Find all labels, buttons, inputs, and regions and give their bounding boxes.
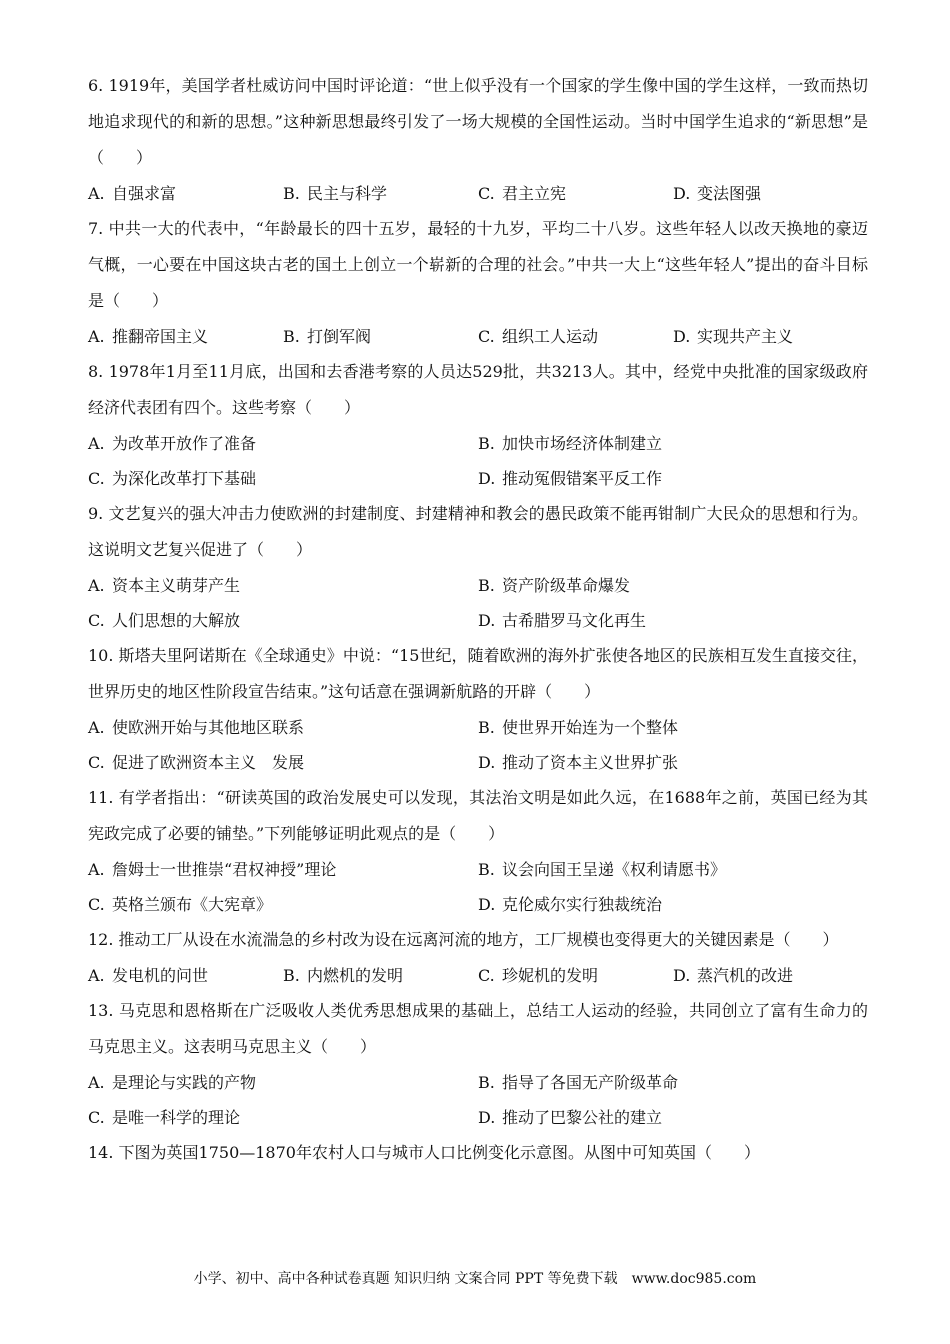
option-text: 打倒军阀 — [307, 327, 372, 346]
option-letter: D. — [673, 966, 691, 985]
option-letter: C. — [88, 1108, 105, 1127]
option-text: 人们思想的大解放 — [112, 611, 241, 630]
option-text: 克伦威尔实行独裁统治 — [502, 895, 663, 914]
answer-option — [88, 461, 478, 496]
answer-option — [478, 745, 868, 780]
answer-option — [88, 319, 283, 354]
answer-option — [283, 958, 478, 993]
option-letter: C. — [88, 895, 105, 914]
option-letter: A. — [88, 576, 105, 595]
option-letter: D. — [478, 469, 496, 488]
option-text: 古希腊罗马文化再生 — [502, 611, 647, 630]
answer-option — [88, 426, 478, 461]
option-letter: B. — [478, 434, 495, 453]
option-text: 使世界开始连为一个整体 — [502, 718, 679, 737]
question-stem: 12. 推动工厂从设在水流湍急的乡村改为设在远离河流的地方，工厂规模也变得更大的关键因素是（ ） — [88, 930, 839, 949]
option-letter: B. — [283, 184, 300, 203]
answer-option — [478, 319, 673, 354]
answer-options — [88, 710, 868, 780]
answer-option — [478, 887, 868, 922]
option-text: 推动冤假错案平反工作 — [502, 469, 663, 488]
option-letter: B. — [478, 1073, 495, 1092]
answer-option — [478, 852, 868, 887]
option-text: 议会向国王呈递《权利请愿书》 — [502, 860, 727, 879]
option-letter: C. — [478, 184, 495, 203]
question-stem: 8. 1978年1月至11月底，出国和去香港考察的人员达529批，共3213人。其中，经党中央批准的国家级政府经济代表团有四个。这些考察（ ） — [88, 362, 868, 417]
option-letter: D. — [478, 895, 496, 914]
option-text: 使欧洲开始与其他地区联系 — [112, 718, 305, 737]
option-letter: B. — [283, 966, 300, 985]
option-letter: B. — [283, 327, 300, 346]
answer-option — [673, 319, 868, 354]
option-text: 资产阶级革命爆发 — [502, 576, 631, 595]
question-block — [88, 993, 868, 1135]
option-letter: A. — [88, 434, 105, 453]
option-text: 内燃机的发明 — [307, 966, 404, 985]
option-letter: B. — [478, 576, 495, 595]
answer-option — [478, 176, 673, 211]
option-text: 珍妮机的发明 — [502, 966, 599, 985]
option-text: 变法图强 — [697, 184, 762, 203]
answer-option — [88, 603, 478, 638]
question-stem: 9. 文艺复兴的强大冲击力使欧洲的封建制度、封建精神和教会的愚民政策不能再钳制广大民众的思想和行为。这说明文艺复兴促进了（ ） — [88, 504, 868, 559]
option-letter: C. — [88, 469, 105, 488]
option-text: 英格兰颁布《大宪章》 — [112, 895, 273, 914]
answer-option — [478, 1100, 868, 1135]
answer-options — [88, 319, 868, 354]
answer-option — [478, 568, 868, 603]
answer-option — [88, 852, 478, 887]
answer-option — [478, 603, 868, 638]
option-text: 资本主义萌芽产生 — [112, 576, 241, 595]
option-text: 为深化改革打下基础 — [112, 469, 257, 488]
question-block — [88, 496, 868, 638]
answer-options — [88, 958, 868, 993]
option-letter: C. — [478, 966, 495, 985]
option-letter: A. — [88, 1073, 105, 1092]
option-letter: A. — [88, 184, 105, 203]
option-letter: C. — [88, 753, 105, 772]
option-text: 民主与科学 — [307, 184, 388, 203]
option-text: 推动了巴黎公社的建立 — [502, 1108, 663, 1127]
option-letter: C. — [478, 327, 495, 346]
question-stem: 14. 下图为英国1750—1870年农村人口与城市人口比例变化示意图。从图中可知英国（ ） — [88, 1143, 760, 1162]
question-stem: 10. 斯塔夫里阿诺斯在《全球通史》中说：“15世纪，随着欧洲的海外扩张使各地区的民族相互发生直接交往，世界历史的地区性阶段宣告结束。”这句话意在强调新航路的开辟（ ） — [88, 646, 868, 701]
answer-option — [88, 958, 283, 993]
question-block — [88, 68, 868, 211]
question-block — [88, 922, 868, 993]
option-letter: B. — [478, 718, 495, 737]
option-text: 发电机的问世 — [112, 966, 209, 985]
answer-option — [88, 176, 283, 211]
answer-options — [88, 176, 868, 211]
question-block — [88, 211, 868, 354]
question-block — [88, 780, 868, 922]
answer-option — [88, 568, 478, 603]
question-stem: 6. 1919年，美国学者杜威访问中国时评论道：“世上似乎没有一个国家的学生像中国的学生这样，一致而热切地追求现代的和新的思想。”这种新思想最终引发了一场大规模的全国性运动。当时中国学生追求的“新思想”是（ ） — [88, 76, 868, 167]
option-letter: A. — [88, 860, 105, 879]
option-text: 促进了欧洲资本主义 发展 — [112, 753, 305, 772]
option-text: 推动了资本主义世界扩张 — [502, 753, 679, 772]
option-text: 为改革开放作了准备 — [112, 434, 257, 453]
option-letter: B. — [478, 860, 495, 879]
question-stem: 11. 有学者指出：“研读英国的政治发展史可以发现，其法治文明是如此久远，在1688年之前，英国已经为其宪政完成了必要的铺垫。”下列能够证明此观点的是（ ） — [88, 788, 868, 843]
answer-option — [478, 1065, 868, 1100]
option-text: 自强求富 — [112, 184, 177, 203]
option-text: 指导了各国无产阶级革命 — [502, 1073, 679, 1092]
option-text: 推翻帝国主义 — [112, 327, 209, 346]
answer-options — [88, 568, 868, 638]
option-text: 实现共产主义 — [697, 327, 794, 346]
option-text: 组织工人运动 — [502, 327, 599, 346]
answer-option — [478, 461, 868, 496]
answer-option — [88, 1100, 478, 1135]
option-text: 君主立宪 — [502, 184, 567, 203]
answer-option — [673, 176, 868, 211]
option-letter: A. — [88, 327, 105, 346]
question-block — [88, 638, 868, 780]
option-letter: D. — [478, 611, 496, 630]
answer-option — [283, 319, 478, 354]
answer-option — [478, 426, 868, 461]
question-block — [88, 354, 868, 496]
option-letter: A. — [88, 718, 105, 737]
option-text: 是理论与实践的产物 — [112, 1073, 257, 1092]
answer-option — [88, 710, 478, 745]
answer-option — [478, 958, 673, 993]
option-text: 加快市场经济体制建立 — [502, 434, 663, 453]
option-text: 詹姆士一世推崇“君权神授”理论 — [112, 860, 337, 879]
option-text: 蒸汽机的改进 — [697, 966, 794, 985]
option-letter: A. — [88, 966, 105, 985]
answer-option — [283, 176, 478, 211]
answer-options — [88, 852, 868, 922]
page-footer: 小学、初中、高中各种试卷真题 知识归纳 文案合同 PPT 等免费下载 www.doc985.com — [193, 1271, 757, 1287]
answer-option — [88, 887, 478, 922]
option-letter: D. — [478, 1108, 496, 1127]
answer-options — [88, 1065, 868, 1135]
answer-option — [88, 1065, 478, 1100]
answer-options — [88, 426, 868, 496]
option-text: 是唯一科学的理论 — [112, 1108, 241, 1127]
option-letter: D. — [673, 184, 691, 203]
answer-option — [88, 745, 478, 780]
answer-option — [478, 710, 868, 745]
question-stem: 13. 马克思和恩格斯在广泛吸收人类优秀思想成果的基础上，总结工人运动的经验，共同创立了富有生命力的马克思主义。这表明马克思主义（ ） — [88, 1001, 868, 1056]
option-letter: D. — [673, 327, 691, 346]
option-letter: C. — [88, 611, 105, 630]
answer-option — [673, 958, 868, 993]
question-block — [88, 1135, 868, 1171]
question-stem: 7. 中共一大的代表中，“年龄最长的四十五岁，最轻的十九岁，平均二十八岁。这些年轻人以改天换地的豪迈气概，一心要在中国这块古老的国土上创立一个崭新的合理的社会。”中共一大上“这些年轻人”提出的奋斗目标是（ ） — [88, 219, 868, 310]
option-letter: D. — [478, 753, 496, 772]
question-list — [88, 68, 868, 1171]
